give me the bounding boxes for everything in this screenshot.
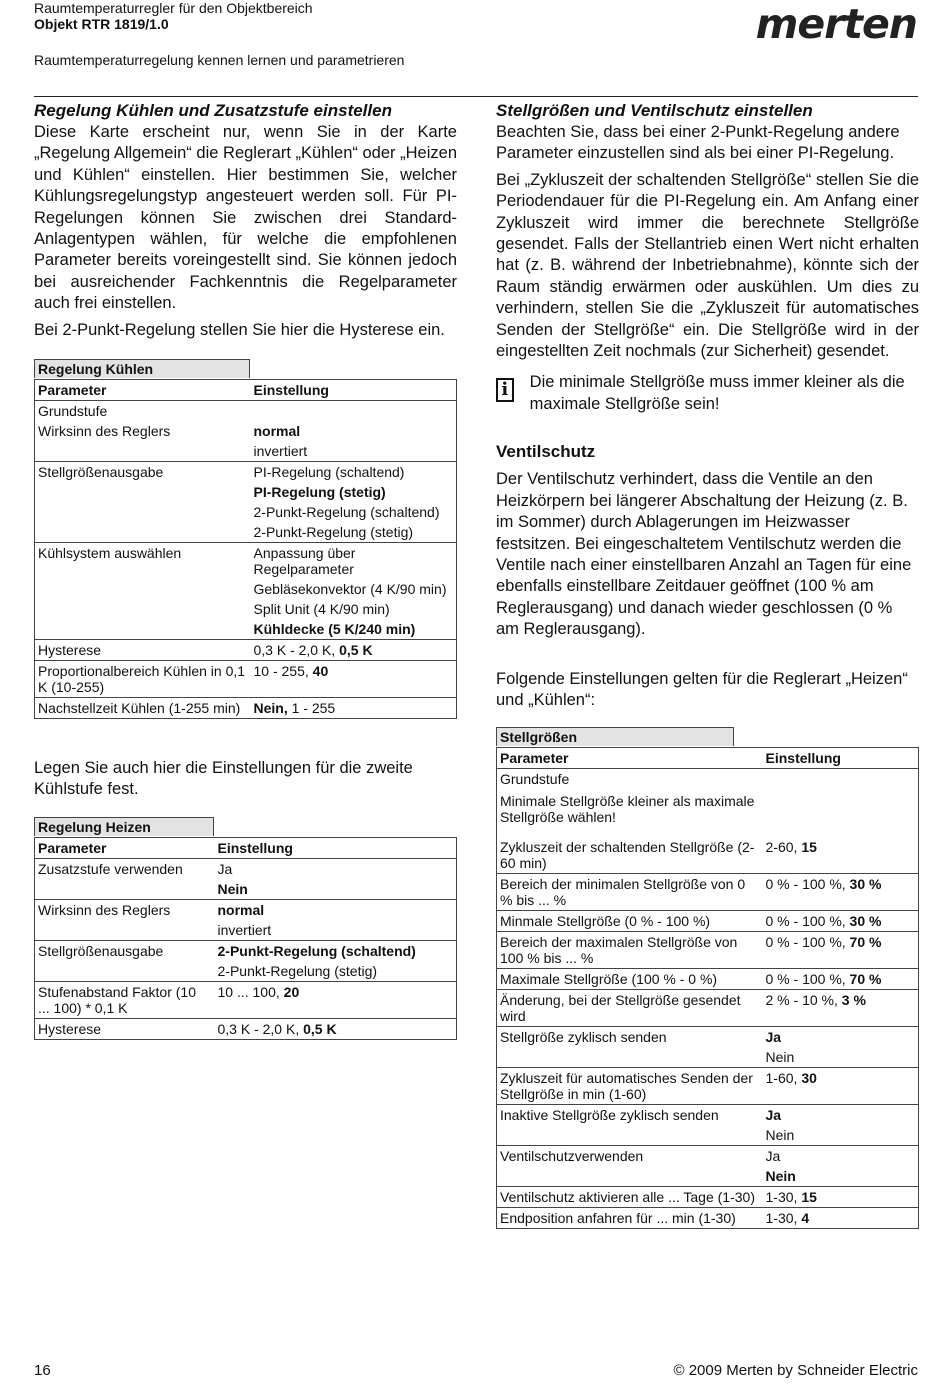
table-row — [35, 522, 457, 543]
ventilschutz-heading: Ventilschutz — [496, 442, 596, 462]
table-row — [497, 1125, 919, 1146]
table-row — [497, 969, 919, 990]
setting-value: invertiert — [217, 921, 272, 938]
setting-range: 2 % - 10 %, — [765, 992, 842, 1009]
setting-range: 2-60, — [765, 839, 802, 856]
setting-value: Ja — [763, 1146, 919, 1167]
table-row — [35, 981, 457, 1018]
table-row — [35, 640, 457, 661]
right-paragraph-3: Der Ventilschutz verhindert, dass die Ventile an den Heizkörpern bei längerer Abschaltung der Heizung (z. B. im Sommer) durch Ablagerungen im Heizwasser festsitzen. Bei eingeschaltetem Ventilschutz werden die Ventile nach einer einstellbaren Anzahl an Tagen für eine ebenfalls einstellbare Zeitdauer geöffnet (100 % am Reglerausgang) und danach wieder geschlossen (0 % am Reglerausgang). — [496, 470, 912, 639]
table-row — [35, 698, 457, 719]
table-row — [497, 1105, 919, 1126]
table-row — [35, 879, 457, 900]
setting-default: 40 — [312, 663, 329, 680]
setting-range: 0,3 K - 2,0 K, — [253, 642, 340, 659]
right-heading: Stellgrößen und Ventilschutz einstellen — [496, 101, 813, 120]
setting-range: 0 % - 100 %, — [765, 876, 850, 893]
setting-range: 1-30, — [765, 1189, 802, 1206]
table-row — [35, 579, 457, 599]
param-label: Bereich der minimalen Stellgröße von 0 % bis ... % — [497, 874, 763, 911]
param-label: Stellgröße zyklisch senden — [497, 1027, 763, 1048]
param-label: Änderung, bei der Stellgröße gesendet wird — [497, 990, 763, 1027]
param-table — [34, 837, 457, 1040]
setting-value: Nein — [217, 880, 248, 897]
table-caption: Regelung Kühlen — [34, 359, 250, 378]
table-caption: Stellgrößen — [496, 727, 734, 746]
param-label: Proportionalbereich Kühlen in 0,1 K (10-255) — [35, 661, 251, 698]
setting-range: 10 ... 100, — [217, 983, 284, 1000]
table-row — [497, 990, 919, 1027]
left-paragraph-3: Legen Sie auch hier die Einstellungen für die zweite Kühlstufe fest. — [34, 759, 413, 799]
table-row — [497, 911, 919, 932]
param-label: Zykluszeit der schaltenden Stellgröße (2-60 min) — [500, 839, 755, 872]
setting-range: 1 - 255 — [287, 700, 336, 717]
setting-value: PI-Regelung (stetig) — [253, 484, 386, 501]
table-row — [35, 858, 457, 879]
setting-value: Ja — [763, 1027, 919, 1048]
param-table — [496, 747, 919, 1229]
page-number: 16 — [34, 1362, 51, 1379]
setting-default: 20 — [283, 983, 300, 1000]
left-heading: Regelung Kühlen und Zusatzstufe einstellen — [34, 101, 392, 120]
setting-value: Nein — [765, 1049, 795, 1066]
table-row — [35, 543, 457, 580]
table-row — [35, 441, 457, 462]
setting-default: 30 % — [849, 876, 882, 893]
info-icon: i — [496, 378, 514, 402]
table-caption: Regelung Heizen — [34, 817, 214, 836]
table-row — [497, 1027, 919, 1048]
table-row — [35, 661, 457, 698]
table-row — [35, 899, 457, 920]
table-row — [497, 1166, 919, 1187]
table-row — [35, 482, 457, 502]
col-header-parameter: Parameter — [35, 380, 251, 401]
setting-value: 2-Punkt-Regelung (stetig) — [253, 524, 414, 541]
left-column — [34, 100, 457, 1040]
setting-default: 70 % — [849, 971, 882, 988]
setting-range: 0 % - 100 %, — [765, 934, 850, 951]
setting-range: 0 % - 100 %, — [765, 913, 850, 930]
setting-value: 2-Punkt-Regelung (stetig) — [217, 962, 378, 979]
param-label: Zykluszeit für automatisches Senden der Stellgröße in min (1-60) — [497, 1068, 763, 1105]
table-header-row — [497, 748, 919, 769]
param-label: Ventilschutzverwenden — [497, 1146, 763, 1167]
setting-value: normal — [253, 423, 301, 440]
table-row — [497, 791, 919, 837]
table-row — [497, 932, 919, 969]
table-regelung-kuehlen — [34, 359, 457, 719]
header-rule — [34, 96, 918, 97]
col-header-setting: Einstellung — [251, 380, 457, 401]
col-header-parameter: Parameter — [35, 837, 215, 858]
table-row — [35, 961, 457, 982]
table-row — [35, 462, 457, 483]
setting-value: 2-Punkt-Regelung (schaltend) — [215, 940, 457, 961]
param-label: Stufenabstand Faktor (10 ... 100) * 0,1 K — [35, 981, 215, 1018]
col-header-parameter: Parameter — [497, 748, 763, 769]
setting-default: 3 % — [841, 992, 866, 1009]
table-header-row — [35, 380, 457, 401]
right-paragraph-4: Folgende Einstellungen gelten für die Reglerart „Heizen“ und „Kühlen“: — [496, 669, 908, 709]
setting-value: Nein — [765, 1168, 796, 1185]
setting-value: Anpassung über Regelparameter — [251, 543, 457, 580]
setting-value: Ja — [217, 860, 233, 877]
copyright: © 2009 Merten by Schneider Electric — [673, 1362, 918, 1379]
setting-default: 15 — [801, 1189, 817, 1206]
setting-range: 0,3 K - 2,0 K, — [217, 1020, 304, 1037]
param-label: Grundstufe — [500, 771, 570, 788]
table-row — [35, 502, 457, 522]
table-regelung-heizen — [34, 817, 457, 1040]
setting-value: Gebläsekonvektor (4 K/90 min) — [253, 581, 447, 598]
table-header-row — [35, 837, 457, 858]
right-paragraph-1: Beachten Sie, dass bei einer 2-Punkt-Regelung andere Parameter einzustellen sind als bei einer PI-Regelung. — [496, 123, 900, 163]
param-label: Wirksinn des Reglers — [38, 423, 171, 440]
table-row — [497, 874, 919, 911]
param-label: Hysterese — [35, 1018, 215, 1039]
table-row — [497, 1146, 919, 1167]
param-label: Kühlsystem auswählen — [35, 543, 251, 580]
param-label: Ventilschutz aktivieren alle ... Tage (1-30) — [497, 1187, 763, 1208]
setting-value: Ja — [763, 1105, 919, 1126]
table-row — [497, 1187, 919, 1208]
param-label: Stellgrößenausgabe — [35, 940, 215, 961]
param-label: Maximale Stellgröße (100 % - 0 %) — [497, 969, 763, 990]
param-table — [34, 379, 457, 719]
setting-value: 2-Punkt-Regelung (schaltend) — [253, 504, 440, 521]
doc-object: Objekt RTR 1819/1.0 — [34, 16, 169, 32]
doc-subtitle: Raumtemperaturregler für den Objektbereich — [34, 0, 313, 16]
param-label: Minmale Stellgröße (0 % - 100 %) — [497, 911, 763, 932]
param-label: Hysterese — [35, 640, 251, 661]
table-row — [497, 1068, 919, 1105]
setting-range: 1-60, — [765, 1070, 802, 1087]
param-label: Stellgrößenausgabe — [35, 462, 251, 483]
table-row — [35, 619, 457, 640]
table-row — [35, 1018, 457, 1039]
setting-default: 4 — [801, 1210, 810, 1227]
left-paragraph-2: Bei 2-Punkt-Regelung stellen Sie hier die Hysterese ein. — [34, 320, 445, 339]
setting-value: PI-Regelung (schaltend) — [251, 462, 457, 483]
param-label: Zusatzstufe verwenden — [38, 860, 183, 877]
param-label: Nachstellzeit Kühlen (1-255 min) — [35, 698, 251, 719]
setting-range: 0 % - 100 %, — [765, 971, 850, 988]
setting-range: 1-30, — [765, 1210, 802, 1227]
setting-default: 0,5 K — [303, 1020, 337, 1037]
left-paragraph-1: Diese Karte erscheint nur, wenn Sie in der Karte „Regelung Allgemein“ die Reglerart „Kühlen“ oder „Heizen und Kühlen“ einstellen. Hier bestimmen Sie, welcher Kühlungsregelungstyp angesteuert werden soll. Für PI-Regelungen können Sie zwischen drei Standard-Anlagentypen wählen, für welche die empfohlenen Parameter bereits voreingestellt sind. Sie können jedoch bei ausreichender Fachkenntnis die Regelparameter auch frei einstellen. — [34, 123, 457, 313]
info-note — [496, 372, 919, 415]
setting-default: 30 — [801, 1070, 817, 1087]
setting-value: Kühldecke (5 K/240 min) — [253, 621, 416, 638]
setting-default: 15 — [801, 839, 817, 856]
table-row — [497, 1047, 919, 1068]
setting-value: invertiert — [253, 443, 308, 460]
table-row — [35, 401, 457, 422]
right-paragraph-2: Bei „Zykluszeit der schaltenden Stellgröße“ stellen Sie die Periodendauer für die PI-Regelung ein. Am Anfang einer Zykluszeit wird immer die berechnete Stellgröße gesendet. Falls der Stellantrieb einen Wert nicht erhalten hat (z. B. während der Inbetriebnahme), könnte sich der Raum ständig erwärmen oder auskühlen. Um dies zu verhindern, stellen Sie die „Zykluszeit für automatisches Senden der Stellgröße“ ein. Die Stellgröße wird in der eingestellten Zeit nochmals (zur Sicherheit) gesendet. — [496, 170, 919, 361]
setting-default: 30 % — [849, 913, 882, 930]
param-label: Bereich der maximalen Stellgröße von 100 % bis ... % — [497, 932, 763, 969]
col-header-setting: Einstellung — [763, 748, 919, 769]
param-label: Inaktive Stellgröße zyklisch senden — [497, 1105, 763, 1126]
table-row — [35, 421, 457, 441]
table-row — [35, 599, 457, 619]
doc-chapter: Raumtemperaturregelung kennen lernen und parametrieren — [34, 52, 405, 68]
setting-value: Nein — [765, 1127, 795, 1144]
setting-default: Nein, — [253, 700, 288, 717]
right-column — [496, 100, 919, 1229]
setting-default: 70 % — [849, 934, 882, 951]
param-label: Endposition anfahren für ... min (1-30) — [497, 1208, 763, 1229]
table-row — [35, 920, 457, 941]
setting-value: Split Unit (4 K/90 min) — [253, 601, 390, 618]
merten-logo: merten — [755, 0, 917, 48]
table-row — [35, 940, 457, 961]
table-row — [497, 837, 919, 874]
table-row — [497, 1208, 919, 1229]
setting-range: 10 - 255, — [253, 663, 313, 680]
setting-default: 0,5 K — [339, 642, 373, 659]
table-row — [497, 769, 919, 792]
table-stellgroessen — [496, 727, 919, 1229]
info-text: Die minimale Stellgröße muss immer kleiner als die maximale Stellgröße sein! — [529, 373, 905, 413]
param-label: Grundstufe — [38, 403, 108, 420]
param-label: Minimale Stellgröße kleiner als maximale Stellgröße wählen! — [500, 793, 755, 826]
param-label: Wirksinn des Reglers — [35, 899, 215, 920]
col-header-setting: Einstellung — [215, 837, 457, 858]
setting-value: normal — [215, 899, 457, 920]
